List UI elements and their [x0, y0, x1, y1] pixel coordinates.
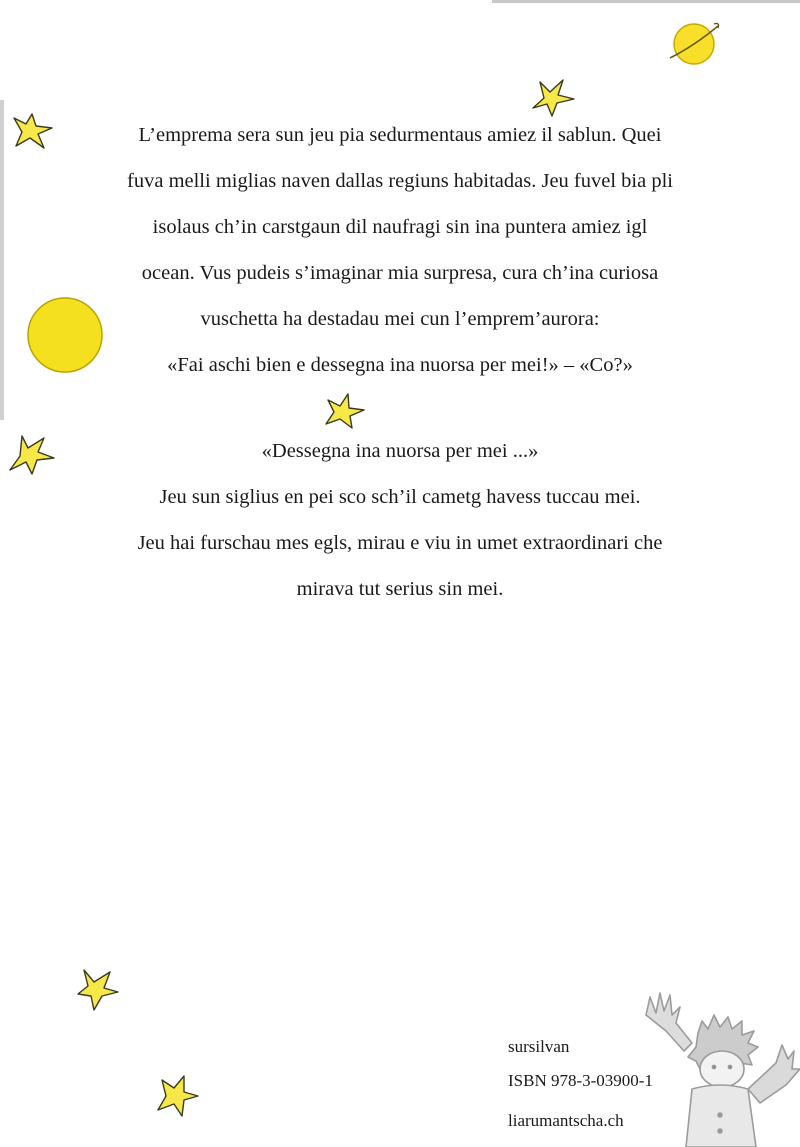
page-edge-left	[0, 100, 4, 420]
story-line: L’emprema sera sun jeu pia sedurmentaus amiez il sablun. Quei	[138, 124, 662, 146]
language-label: sursilvan	[508, 1037, 570, 1056]
colophon	[508, 1030, 653, 1138]
story-line: fuva melli miglias naven dallas regiuns habitadas. Jeu fuvel bia pli	[127, 170, 673, 192]
isbn-label: ISBN 978-3-03900-1	[508, 1071, 653, 1090]
story-line: «Dessegna ina nuorsa per mei ...»	[261, 440, 539, 462]
star-icon	[8, 432, 56, 476]
page-edge-top	[492, 0, 800, 3]
little-prince-illustration	[636, 985, 800, 1147]
paragraph-gap	[60, 388, 740, 428]
story-line: isolaus ch’in carstgaun dil naufragi sin ina puntera amiez igl	[152, 216, 648, 238]
story-line: Jeu sun siglius en pei sco sch’il cametg havess tuccau mei.	[159, 486, 641, 508]
story-line: vuschetta ha destadau mei cun l’emprem’aurora:	[200, 308, 600, 330]
story-line: ocean. Vus pudeis s’imaginar mia surpresa, cura ch’ina curiosa	[141, 262, 659, 284]
star-icon	[74, 966, 120, 1012]
star-icon	[10, 112, 54, 150]
story-text	[60, 112, 740, 612]
story-line: mirava tut serius sin mei.	[296, 578, 504, 600]
story-line: Jeu hai furschau mes egls, mirau e viu in umet extraordinari che	[137, 532, 663, 554]
star-icon	[154, 1074, 200, 1118]
story-line: «Fai aschi bien e dessegna ina nuorsa per mei!» – «Co?»	[167, 354, 633, 376]
website-label: liarumantscha.ch	[508, 1111, 624, 1130]
planet-icon	[664, 16, 724, 70]
